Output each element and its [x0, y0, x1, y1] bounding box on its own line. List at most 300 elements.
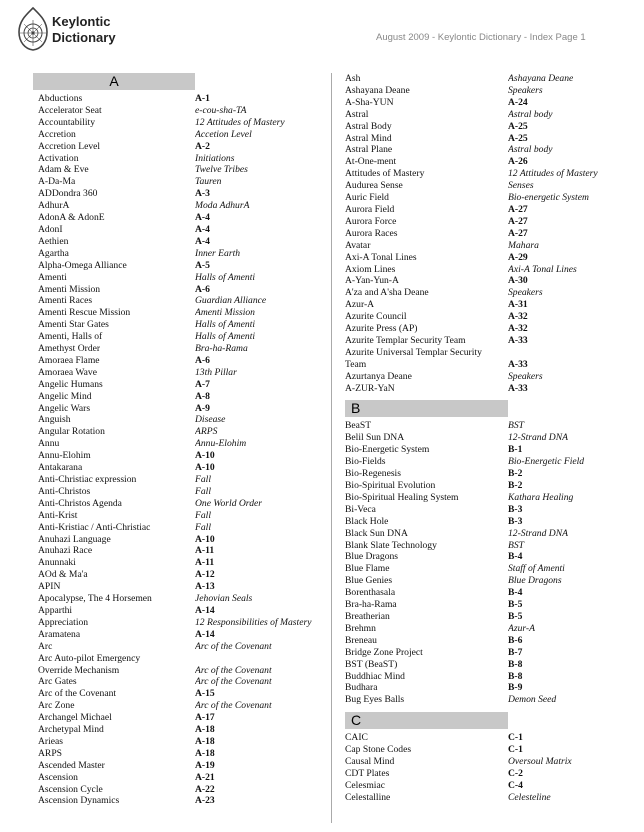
entry-reference: B-2 [508, 468, 523, 480]
index-entry [33, 534, 325, 546]
entry-reference: Twelve Tribes [195, 164, 248, 176]
section-header: B [345, 400, 508, 417]
entry-term: Anti-Christiac expression [38, 474, 137, 485]
entry-reference: 12-Strand DNA [508, 527, 568, 539]
index-entry [345, 599, 635, 611]
keylontic-logo-icon [16, 6, 50, 52]
entry-reference: Oversoul Matrix [508, 756, 572, 768]
entry-reference: A-17 [195, 712, 215, 724]
entry-reference [508, 347, 635, 359]
entry-term: Avatar [345, 239, 371, 251]
index-entry [345, 371, 635, 383]
entry-term: Amenti Star Gates [38, 319, 109, 331]
index-entry [345, 180, 635, 192]
index-entry [345, 456, 635, 468]
entry-term: Blank Slate Technology [345, 539, 437, 551]
entry-reference: Arc of the Covenant [195, 640, 272, 652]
entry-term: Azur-A [345, 299, 375, 311]
entry-term: Aurora Races [345, 227, 398, 239]
entry-term: Black Sun DNA [345, 527, 408, 539]
entry-reference: B-4 [508, 551, 523, 563]
entry-term: Black Hole [345, 515, 389, 527]
entry-term: Bio-Fields [345, 456, 386, 468]
entry-reference: ARPS [195, 426, 218, 438]
entry-term: Anunnaki [38, 557, 76, 569]
entry-reference: B-3 [508, 515, 523, 527]
index-entry [33, 522, 325, 534]
entry-term: Breneau [345, 634, 377, 646]
index-entry [345, 551, 635, 563]
entry-term: A-Sha-YUN [345, 96, 394, 108]
index-entry [33, 795, 325, 807]
entry-term: Angelic Humans [38, 378, 103, 390]
entry-reference: A-10 [195, 533, 215, 545]
entry-term: Anti-Krist [38, 509, 78, 521]
entry-term: A-ZUR-YaN [345, 382, 395, 394]
index-entry [33, 760, 325, 772]
index-entry [33, 224, 325, 236]
entry-term: At-One-ment [345, 156, 397, 168]
entry-term: Buddhiac Mind [345, 670, 405, 682]
entry-term: Axiom Lines [345, 263, 396, 275]
index-entry [33, 248, 325, 260]
entry-term: Aramatena [38, 628, 81, 640]
column-divider [331, 73, 332, 823]
entry-reference: A-8 [195, 390, 210, 402]
entry-term: Blue Dragons [345, 551, 399, 563]
index-entry [33, 295, 325, 307]
entry-term: CAIC [345, 732, 368, 744]
entry-reference: A-12 [195, 569, 215, 581]
index-entry [33, 772, 325, 784]
entry-term: Anti-Christos Agenda [38, 497, 122, 509]
index-entry [345, 623, 635, 635]
index-entry [33, 379, 325, 391]
section-header: A [33, 73, 195, 90]
index-entry [345, 768, 635, 780]
entry-term: Angular Rotation [38, 426, 105, 438]
entry-reference: A-32 [508, 323, 528, 335]
entry-term: Bridge Zone Project [345, 646, 423, 658]
index-entry [345, 121, 635, 133]
entry-reference: B-5 [508, 610, 523, 622]
entry-reference: Astral body [508, 144, 553, 156]
index-entry [33, 414, 325, 426]
entry-term: Anti-Kristiac / Anti-Christiac [38, 521, 151, 533]
index-entry [345, 659, 635, 671]
index-entry [33, 581, 325, 593]
index-entry [33, 617, 325, 629]
entry-reference: A-33 [508, 358, 528, 370]
index-entry [33, 438, 325, 450]
entry-reference: Fall [195, 521, 211, 533]
index-entry [33, 688, 325, 700]
entry-term: Cap Stone Codes [345, 744, 412, 756]
index-entry [33, 450, 325, 462]
index-entry [33, 748, 325, 760]
entry-term: Azurite Press (AP) [345, 323, 418, 335]
entry-term: Astral Body [345, 120, 392, 132]
entry-reference: BST [508, 420, 524, 432]
index-entry [345, 252, 635, 264]
entry-term: ARPS [38, 747, 62, 759]
entry-reference: 12 Attitudes of Mastery [195, 116, 285, 128]
entry-term: Amethyst Order [38, 343, 101, 355]
index-entry [33, 200, 325, 212]
index-entry [33, 486, 325, 498]
entry-term: Anuhazi Language [38, 533, 111, 545]
entry-reference: A-25 [508, 120, 528, 132]
index-entry [33, 319, 325, 331]
entry-term: Arc Zone [38, 700, 75, 712]
index-entry [345, 682, 635, 694]
index-entry [33, 545, 325, 557]
entry-reference: Astral body [508, 108, 553, 120]
entry-term: Archangel Michael [38, 712, 112, 724]
entry-reference: A-13 [195, 581, 215, 593]
index-entry [345, 240, 635, 252]
entry-reference: A-18 [195, 724, 215, 736]
index-entry [345, 756, 635, 768]
entry-term: Breatherian [345, 610, 390, 622]
entry-term: Ascended Master [38, 759, 105, 771]
entry-term: Arc of the Covenant [38, 688, 117, 700]
entry-reference: C-1 [508, 732, 523, 744]
entry-reference: B-6 [508, 634, 523, 646]
entry-term: Accretion Level [38, 140, 101, 152]
index-entry [345, 420, 635, 432]
entry-reference: Senses [508, 180, 534, 192]
entry-reference: B-8 [508, 670, 523, 682]
entry-reference: Arc of the Covenant [195, 700, 272, 712]
entry-term: Ascension Dynamics [38, 795, 120, 807]
page-info: August 2009 - Keylontic Dictionary - Index Page 1 [376, 32, 586, 43]
index-entry [345, 492, 635, 504]
entry-reference: Inner Earth [195, 247, 241, 259]
entry-term: Borenthasala [345, 587, 396, 599]
entry-reference: A-29 [508, 251, 528, 263]
entry-reference: A-9 [195, 402, 210, 414]
entry-reference: Bra-ha-Rama [195, 343, 248, 355]
index-entry [345, 383, 635, 395]
index-entry [33, 272, 325, 284]
index-entry [33, 462, 325, 474]
entry-term: Astral [345, 108, 369, 120]
index-entry [345, 335, 635, 347]
entry-term: Amenti [38, 271, 67, 283]
entry-reference: One World Order [195, 497, 262, 509]
entry-term: Override Mechanism [38, 664, 120, 676]
entry-reference: B-5 [508, 599, 523, 611]
entry-term: Bio-Spiritual Evolution [345, 480, 436, 491]
index-entry [345, 323, 635, 335]
index-entry [345, 528, 635, 540]
entry-reference: Fall [195, 509, 211, 521]
entry-reference: Speakers [508, 84, 543, 96]
entry-reference: A-3 [195, 188, 210, 200]
entry-term: AOd & Ma'a [38, 569, 88, 581]
entry-reference: A-7 [195, 378, 210, 390]
index-entry [33, 653, 325, 665]
entry-reference: A-5 [195, 259, 210, 271]
logo-text [52, 14, 116, 46]
index-entry [345, 216, 635, 228]
entry-reference: A-11 [195, 557, 215, 569]
index-entry [33, 212, 325, 224]
entry-term: Bio-Spiritual Healing System [345, 491, 459, 503]
index-entry [345, 359, 635, 371]
entry-term: AdonI [38, 223, 63, 235]
index-entry [33, 93, 325, 105]
entry-term: AdhurA [38, 200, 70, 212]
index-entry [33, 176, 325, 188]
entry-reference: Amenti Mission [195, 307, 255, 319]
entry-reference: 12-Strand DNA [508, 432, 568, 444]
entry-reference: A-32 [508, 311, 528, 323]
entry-reference: Speakers [508, 287, 543, 299]
entry-term: Appreciation [38, 616, 89, 628]
entry-term: Activation [38, 152, 79, 164]
entry-reference: B-1 [508, 444, 523, 456]
index-entry [345, 347, 635, 359]
entry-term: CDT Plates [345, 767, 390, 779]
index-entry [345, 228, 635, 240]
entry-term: Apocalypse, The 4 Horsemen [38, 593, 152, 605]
entry-term: Aurora Force [345, 215, 397, 227]
entry-reference: B-7 [508, 646, 523, 658]
entry-reference: Accetion Level [195, 128, 252, 140]
entry-term: Audurea Sense [345, 180, 403, 192]
entry-term: Budhara [345, 682, 378, 694]
entry-term: Anguish [38, 414, 71, 426]
entry-reference: Fall [195, 485, 211, 497]
index-entry [33, 712, 325, 724]
entry-term: Anuhazi Race [38, 545, 93, 557]
index-entry [33, 724, 325, 736]
entry-reference: Halls of Amenti [195, 319, 256, 331]
entry-term: Ashayana Deane [345, 84, 410, 96]
entry-reference: Guardian Alliance [195, 295, 267, 307]
entry-term: BST (BeaST) [345, 658, 398, 670]
index-entry [33, 236, 325, 248]
index-entry [33, 403, 325, 415]
index-entry [33, 391, 325, 403]
entry-term: Azurite Council [345, 311, 407, 323]
entry-term: Amenti Races [38, 295, 93, 307]
left-column [33, 73, 325, 807]
index-entry [33, 510, 325, 522]
entry-reference: A-26 [508, 156, 528, 168]
entry-reference: Initiations [195, 152, 235, 164]
entry-reference: Ashayana Deane [508, 73, 574, 84]
index-entry [345, 156, 635, 168]
entry-reference: Bio-energetic System [508, 192, 589, 204]
entry-reference: A-33 [508, 334, 528, 346]
index-entry [33, 343, 325, 355]
entry-term: Archetypal Mind [38, 724, 104, 736]
index-entry [345, 73, 635, 85]
index-entry [33, 593, 325, 605]
index-entry [33, 784, 325, 796]
index-entry [345, 744, 635, 756]
entry-term: ADDondra 360 [38, 188, 98, 200]
index-entry [33, 284, 325, 296]
entry-term: A-Da-Ma [38, 176, 76, 188]
entry-reference: B-9 [508, 682, 523, 694]
entry-term: Brehmn [345, 622, 376, 634]
index-entry [345, 647, 635, 659]
entry-term: Amenti, Halls of [38, 331, 103, 343]
index-entry [345, 97, 635, 109]
entry-term: Blue Genies [345, 575, 393, 587]
entry-term: Accretion [38, 128, 76, 140]
entry-reference: A-18 [195, 747, 215, 759]
entry-reference: 12 Responsibilities of Mastery [195, 616, 312, 628]
index-entry [345, 311, 635, 323]
entry-reference: A-27 [508, 227, 528, 239]
entry-term: Abductions [38, 93, 83, 104]
entry-term: Astral Plane [345, 144, 393, 156]
entry-reference: Bio-Energetic Field [508, 456, 585, 468]
entry-reference: A-10 [195, 450, 215, 462]
index-entry [345, 444, 635, 456]
logo-line-2: Dictionary [52, 30, 116, 45]
entry-reference: Moda AdhurA [195, 200, 250, 212]
index-entry [33, 569, 325, 581]
index-entry [33, 736, 325, 748]
entry-term: Causal Mind [345, 756, 395, 768]
entry-reference: C-2 [508, 767, 523, 779]
entry-reference: Demon Seed [508, 694, 557, 706]
entry-reference: Tauren [195, 176, 222, 188]
entry-term: Arc Auto-pilot Emergency [38, 652, 141, 664]
entry-term: Amenti Rescue Mission [38, 307, 131, 319]
index-entry [345, 792, 635, 804]
index-entry [33, 307, 325, 319]
entry-term: Anti-Christos [38, 485, 91, 497]
entry-term: Belil Sun DNA [345, 432, 405, 444]
index-entry [33, 605, 325, 617]
entry-reference: A-4 [195, 235, 210, 247]
index-entry [33, 426, 325, 438]
entry-reference: A-24 [508, 96, 528, 108]
entry-reference: B-8 [508, 658, 523, 670]
entry-reference: Jehovian Seals [195, 593, 253, 605]
index-entry [345, 432, 635, 444]
index-entry [345, 587, 635, 599]
section-header: C [345, 712, 508, 729]
entry-term: Bug Eyes Balls [345, 694, 405, 706]
entry-reference: Arc of the Covenant [195, 676, 272, 688]
index-entry [345, 671, 635, 683]
index-entry [345, 611, 635, 623]
index-entry [345, 133, 635, 145]
entry-term: APIN [38, 581, 61, 593]
entry-reference: A-6 [195, 283, 210, 295]
entry-term: A-Yan-Yun-A [345, 275, 399, 287]
entry-term: Ascension [38, 771, 78, 783]
entry-reference: A-6 [195, 354, 210, 366]
index-entry [345, 635, 635, 647]
entry-reference: A-4 [195, 223, 210, 235]
entry-term: Auric Field [345, 192, 389, 204]
entry-term: Arc [38, 640, 53, 652]
entry-term: A'za and A'sha Deane [345, 287, 429, 299]
index-entry [33, 164, 325, 176]
entry-term: Axi-A Tonal Lines [345, 251, 417, 263]
index-entry [345, 504, 635, 516]
entry-reference: Halls of Amenti [195, 331, 256, 343]
index-entry [345, 540, 635, 552]
entry-term: Celesmiac [345, 779, 385, 791]
entry-term: Bi-Veca [345, 503, 376, 515]
index-entry [33, 105, 325, 117]
index-entry [345, 287, 635, 299]
index-entry [345, 275, 635, 287]
entry-term: BeaST [345, 420, 372, 432]
entry-reference: A-15 [195, 688, 215, 700]
index-entry [33, 153, 325, 165]
entry-term: Arieas [38, 735, 64, 747]
index-entry [33, 557, 325, 569]
index-entry [33, 676, 325, 688]
index-entry [345, 168, 635, 180]
logo-line-1: Keylontic [52, 14, 111, 29]
entry-reference: C-4 [508, 779, 523, 791]
entry-reference: Mahara [508, 239, 539, 251]
entry-reference: A-23 [195, 795, 215, 807]
entry-term: Amoraea Wave [38, 366, 97, 378]
entry-reference: Speakers [508, 370, 543, 382]
entry-term: Alpha-Omega Alliance [38, 259, 127, 271]
entry-reference: A-19 [195, 759, 215, 771]
index-entry [345, 264, 635, 276]
index-entry [345, 204, 635, 216]
entry-term: Adam & Eve [38, 164, 89, 176]
entry-term: Celestalline [345, 791, 391, 803]
entry-term: Azurite Universal Templar Security [345, 346, 482, 358]
index-entry [345, 732, 635, 744]
entry-reference: Halls of Amenti [195, 271, 256, 283]
entry-reference: A-33 [508, 382, 528, 394]
entry-reference: Azur-A [508, 622, 535, 634]
entry-term: Attitudes of Mastery [345, 168, 425, 180]
entry-reference: A-4 [195, 212, 210, 224]
entry-term: Apparthi [38, 604, 73, 616]
entry-reference: Staff of Amenti [508, 563, 565, 575]
entry-term: AdonA & AdonE [38, 212, 105, 224]
entry-term: Azurite Templar Security Team [345, 334, 466, 346]
entry-reference: A-18 [195, 735, 215, 747]
entry-reference: BST [508, 539, 524, 551]
index-entry [33, 629, 325, 641]
index-entry [33, 141, 325, 153]
index-entry [33, 355, 325, 367]
entry-reference: A-1 [195, 93, 210, 104]
entry-reference: A-14 [195, 604, 215, 616]
entry-reference: A-27 [508, 215, 528, 227]
index-entry [33, 474, 325, 486]
entry-term: Bio-Regenesis [345, 468, 401, 480]
index-entry [33, 498, 325, 510]
right-column [345, 73, 635, 804]
index-entry [345, 575, 635, 587]
index-entry [345, 299, 635, 311]
entry-term: Angelic Mind [38, 390, 92, 402]
index-entry [345, 780, 635, 792]
entry-term: Amenti Mission [38, 283, 101, 295]
index-entry [33, 665, 325, 677]
